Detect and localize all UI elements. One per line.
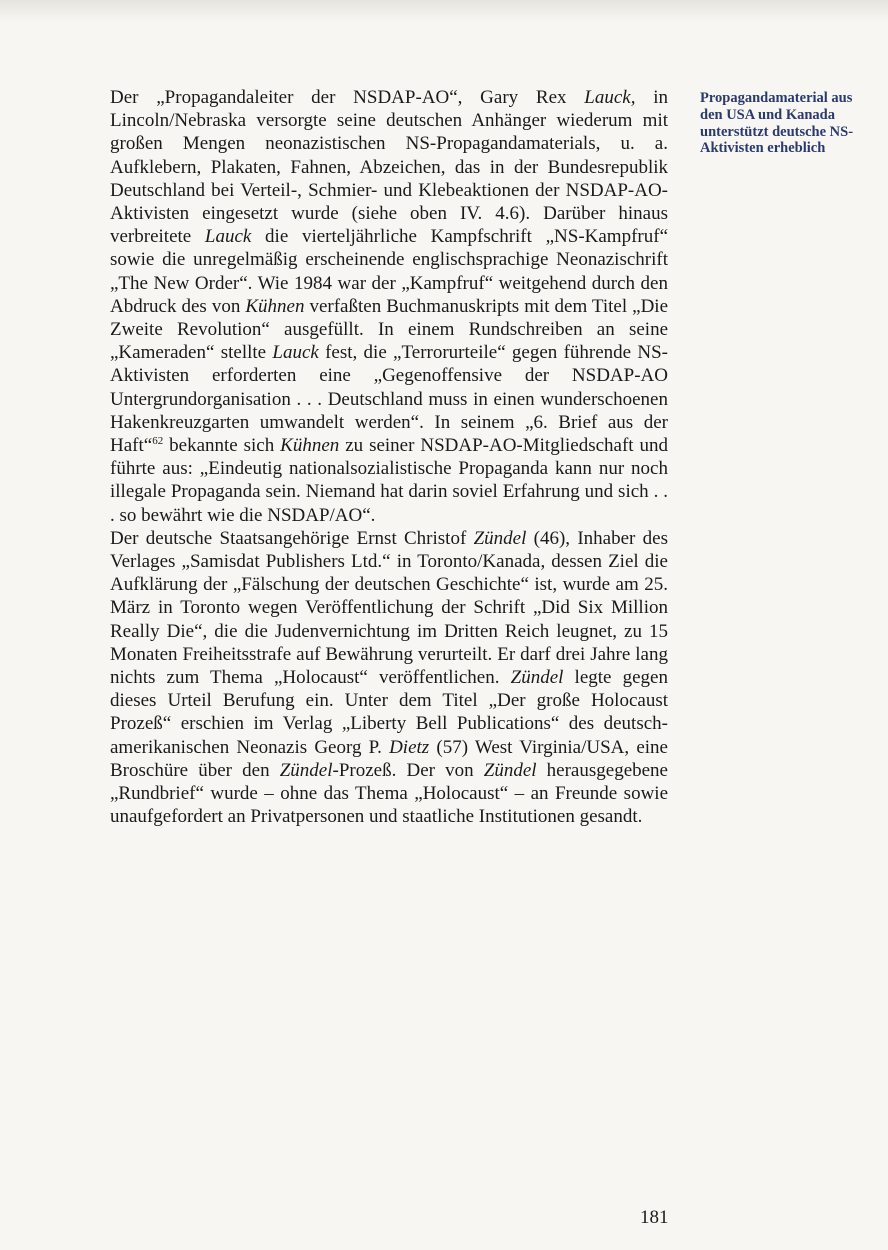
margin-note: Propagandamaterial aus den USA und Kanada unterstützt deutsche NS-Aktivisten erheblich — [700, 90, 854, 157]
name-italic: Kühnen — [245, 295, 305, 317]
text-run: verfaßten Buchmanuskripts mit dem Titel „Die Zweite Revolution“ ausgefüllt. In einem Rundschreiben an seine „Kameraden“ stellte — [110, 295, 668, 364]
name-italic: Zündel — [510, 667, 564, 689]
text-run: Der deutsche Staatsangehörige Ernst Christof — [110, 527, 474, 549]
name-italic: Zündel — [473, 527, 527, 549]
name-italic: Lauck — [272, 342, 319, 364]
page-number: 181 — [640, 1207, 669, 1228]
text-run: herausgegebene „Rundbrief“ wurde – ohne das Thema „Holocaust“ – an Freunde sowie unaufgefordert an Privatpersonen und staatliche Institutionen gesandt. — [110, 759, 668, 828]
text-run: (57) West Virginia/USA, eine Broschüre über den — [110, 736, 668, 781]
name-italic: Lauck, — [584, 87, 636, 108]
name-italic: Kühnen — [280, 435, 340, 457]
paragraph-nsdap-ao — [110, 86, 668, 527]
page-edge-shadow — [0, 0, 888, 22]
text-run: zu seiner NSDAP-AO-Mitgliedschaft und führte aus: „Eindeutig nationalsozialistische Propaganda kann nur noch illegale Propaganda sein. Niemand hat darin soviel Erfahrung und sich . . . so bewährt wie die NSDAP/AO“. — [110, 435, 668, 526]
paragraph-zuendel — [110, 527, 668, 829]
name-italic: Zündel — [483, 759, 537, 781]
text-run: die vierteljährliche Kampfschrift „NS-Kampfruf“ sowie die unregelmäßig erscheinende englischsprachige Neonazischrift „The New Order“. Wie 1984 war der „Kampfruf“ weitgehend durch den Abdruck des von — [110, 226, 668, 317]
text-run: -Prozeß. Der von — [332, 759, 484, 781]
name-italic: Lauck — [204, 226, 252, 248]
text-run: bekannte sich — [163, 435, 281, 457]
name-italic: Dietz — [389, 736, 430, 758]
text-run: Der „Propagandaleiter der NSDAP-AO“, Gary Rex — [110, 87, 585, 108]
main-text-column — [110, 86, 668, 829]
name-italic: Zündel — [279, 759, 333, 781]
footnote-marker: 62 — [152, 435, 164, 448]
text-run: (46), Inhaber des Verlages „Samisdat Publishers Ltd.“ in Toronto/Kanada, dessen Ziel die Aufklärung der „Fälschung der deutschen Geschichte“ ist, wurde am 25. März in Toronto wegen Veröffentlichung der Schrift „Did Six Million Really Die“, die die Judenvernichtung im Dritten Reich leugnet, zu 15 Monaten Freiheitsstrafe auf Bewährung verurteilt. Er darf drei Jahre lang nichts zum Thema „Holocaust“ veröffentlichen. — [110, 527, 668, 689]
text-run: legte gegen dieses Urteil Berufung ein. Unter dem Titel „Der große Holocaust Prozeß“ erschien im Verlag „Liberty Bell Publications“ des deutsch-amerikanischen Neonazis Georg P. — [110, 667, 668, 758]
text-run: fest, die „Terrorurteile“ gegen führende NS-Aktivisten erforderten eine „Gegenoffensive der NSDAP-AO Untergrundorganisation . . . Deutschland muss in einen wunderschoenen Hakenkreuzgarten umwandelt werden“. In seinem „6. Brief aus der Haft“ — [110, 342, 668, 457]
text-run: in Lincoln/Nebraska versorgte seine deutschen Anhänger wiederum mit großen Mengen neonazistischen NS-Propagandamaterials, u. a. Aufklebern, Plakaten, Fahnen, Abzeichen, das in der Bundesrepublik Deutschland bei Verteil-, Schmier- und Klebeaktionen der NSDAP-AO-Aktivisten eingesetzt wurde (siehe oben IV. 4.6). Darüber hinaus verbreitete — [110, 87, 668, 248]
